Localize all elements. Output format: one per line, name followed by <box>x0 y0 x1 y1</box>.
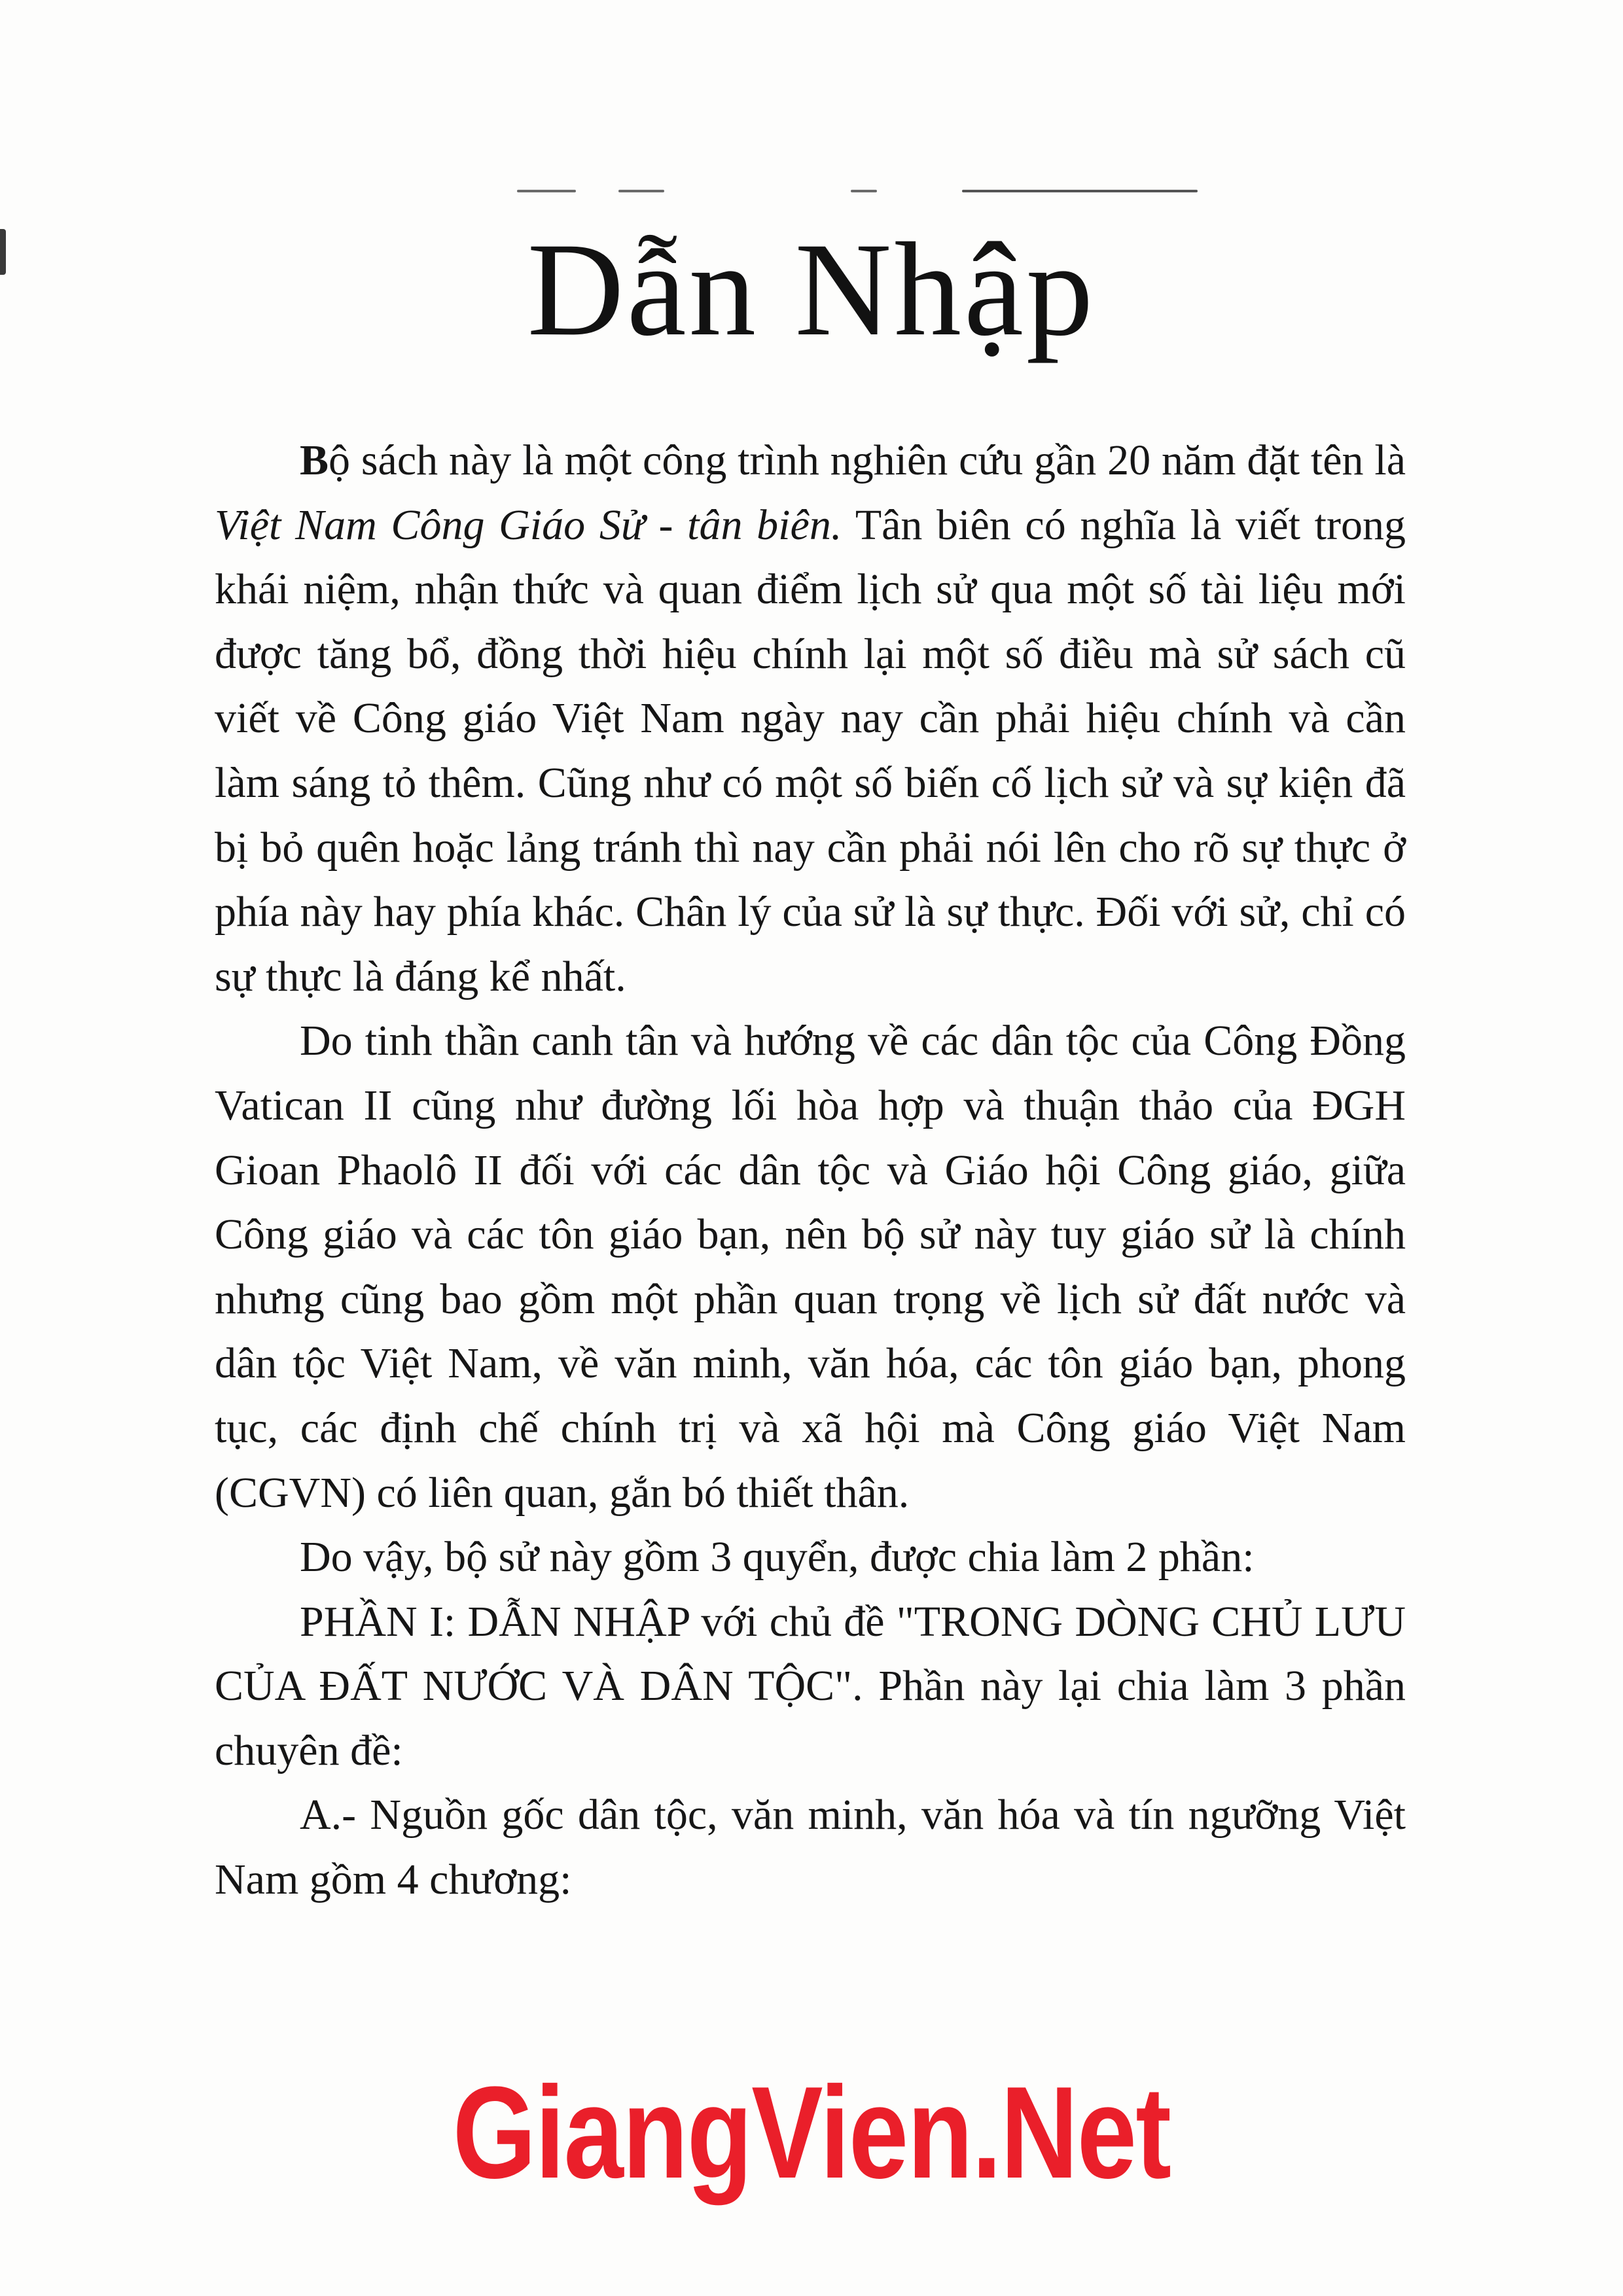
paragraph: A.- Nguồn gốc dân tộc, văn minh, văn hóa và tín ngưỡng Việt Nam gồm 4 chương: <box>215 1791 1406 1904</box>
body-text <box>215 429 1406 1913</box>
paragraph-text: ộ sách này là một công trình nghiên cứu gần 20 năm đặt tên là <box>329 436 1406 484</box>
paragraph <box>215 429 1406 1009</box>
watermark-logo: GiangVien.Net <box>452 2060 1171 2206</box>
paragraph-text: Tân biên có nghĩa là viết trong khái niệm, nhận thức và quan điểm lịch sử qua một số tài liệu mới được tăng bổ, đồng thời hiệu chính lại một số điều mà sử sách cũ viết về Công giáo Việt Nam ngày nay cần phải hiệu chính và cần làm sáng tỏ thêm. Cũng như có một số biến cố lịch sử và sự kiện đã bị bỏ quên hoặc lảng tránh thì nay cần phải nói lên cho rõ sự thực ở phía này hay phía khác. Chân lý của sử là sự thực. Đối với sử, chỉ có sự thực là đáng kể nhất. <box>215 501 1406 1000</box>
paragraph: Do vậy, bộ sử này gồm 3 quyển, được chia làm 2 phần: <box>300 1533 1255 1581</box>
header-rule <box>962 190 1198 192</box>
page-title: Dẫn Nhập <box>527 215 1096 364</box>
header-rule <box>517 190 576 192</box>
paragraph: Do tinh thần canh tân và hướng về các dân tộc của Công Đồng Vatican II cũng như đường lối hòa hợp và thuận thảo của ĐGH Gioan Phaolô II đối với các dân tộc và Giáo hội Công giáo, giữa Công giáo và các tôn giáo bạn, nên bộ sử này tuy giáo sử là chính nhưng cũng bao gồm một phần quan trọng về lịch sử đất nước và dân tộc Việt Nam, về văn minh, văn hóa, các tôn giáo bạn, phong tục, các định chế chính trị và xã hội mà Công giáo Việt Nam (CGVN) có liên quan, gắn bó thiết thân. <box>215 1017 1406 1517</box>
book-title-italic: Việt Nam Công Giáo Sử - tân biên. <box>215 501 842 549</box>
header-rule <box>851 190 877 192</box>
lead-letter: B <box>300 436 329 484</box>
header-rule <box>618 190 664 192</box>
paragraph: PHẦN I: DẪN NHẬP với chủ đề "TRONG DÒNG CHỦ LƯU CỦA ĐẤT NƯỚC VÀ DÂN TỘC". Phần này lại chia làm 3 phần chuyên đề: <box>215 1597 1406 1775</box>
